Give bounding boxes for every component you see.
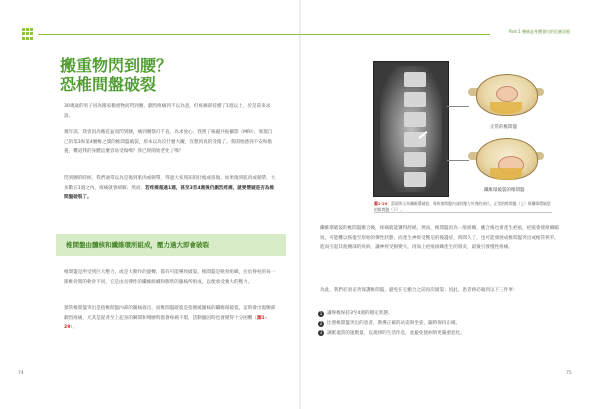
figure-caption-text: 箭頭所示為纖維環破裂、導致椎間盤內部的壓力外洩的部位。正常的椎間盤（上）與纖維環破裂的椎間盤（下）。 [374,201,551,212]
list-item-text: 讓脊椎保持3至4週的穩定狀態。 [327,311,393,316]
paragraph-intro: 30幾歲的男子因為搬家搬重物而閃到腰，劇烈疼痛到不以為意，但疼痛卻持續了1週以上，於是前來求診。 [64,104,271,119]
advice-list [318,309,558,338]
page-number-left: 74 [18,371,24,376]
paragraph-rupture-end: ）。 [70,325,78,331]
paragraph-sprain-text: 閃到腰的時候，我們通常以為是傷到肌肉或韌帶，得過大家熟知的肚擔或扭傷，如果傷到肌肉或韌帶，大多數在1週之內，疼痛就會緩解；然而， [64,176,276,191]
header-rule-right [300,34,490,35]
page-fold [299,0,301,409]
page-title [60,56,172,94]
page-number-right: 75 [566,371,572,376]
paragraph-rupture-text: 頸常椎間盤突出是指椎間盤內部的髓核溢出，而椎間盤破裂是指圍繞髓核的纖維環破裂，這時會出現腰部劇烈疼痛，尤其是從背至上起身的瞬間和彎腰時都會疼痛不堪，活動髓因時也會變得十分困難（ [64,306,276,321]
paragraph-sprain [64,174,276,203]
paragraph-rupture [64,304,276,333]
section-title: 椎間盤由髓核和纖維環所組成，壓力過大即會破裂 [66,241,209,249]
pointer-line-top [447,106,469,107]
paragraph-healing: 纖維環破裂的椎間盤癒合後，疼痛就能獲得舒緩。然而，椎間盤因為一般組織，癒合後也會產生疤痕，疤痕會使組織縮短，可能難以恢復至原始的彈性狀態，而產生神經受壓迫的後遺症，時間久了，也可能發展成椎間盤突出或椎管狹窄，進而引起其他腰部的疾病，讓神經受損變大，再加上疤痕組織產生的發炎，最後引發慢性疼痛。 [320,226,559,251]
title-line-1: 搬重物閃到腰？ [60,56,173,75]
label-normal-disc: 正常的椎間盤 [490,125,517,130]
list-item [318,329,558,339]
label-ruptured-disc: 纖維環破裂的椎間盤 [484,188,525,193]
title-line-2: 恐椎間盤破裂 [60,75,157,94]
figure-number: 圖1-29： [374,201,392,206]
figure-reference: 圖1-29 [64,315,267,331]
ruptured-disc-illustration [468,130,544,188]
list-item [318,319,558,329]
chapter-logo-icon [22,28,34,40]
paragraph-advice: 為此，我們必須妥善保護椎間盤，避免在它癒合之前再次破裂；因此，患者務必做到以下三件事： [320,288,518,293]
pointer-line-bottom [447,160,469,161]
list-item-text: 調配適當的運動量，以規律的生活作息，並避免使病情更嚴重惡化。 [327,330,465,336]
paragraph-sprain-emphasis: 若疼痛超過1週，甚至3至4週後仍劇烈疼痛，就要懷疑是否為椎間盤破裂了。 [64,185,275,201]
running-head: Part 1 腰痛是身體發出的危險訊號 [509,29,570,34]
paragraph-disc-structure: 椎間盤是所受到巨大壓力，或是大動作的旋轉，都有可能導致破裂。椎間盤是軟骨組織，位於脊柱的每一節椎骨間的軟骨不同，它是由具彈性的纖維組織和膠狀的髓核所組成，以便承受強大的壓力。 [64,270,276,285]
number-1-icon: 1 [319,310,323,316]
list-item-text: 比照椎間盤突出的患者，教導正確的站姿與坐姿，隨時保持正確。 [327,320,461,326]
figure-rule [374,212,552,213]
header-rule-left [38,34,300,35]
normal-disc-illustration [468,66,544,124]
number-3-icon: 3 [319,330,323,336]
mri-image [373,61,449,197]
paragraph-author-story: 幾年前，我曾因為搬花盆而閃到腰，痛到腰都打不直，為求放心，我照了核磁共振攝影（MRI），發現自己的第3和第4腰椎之間的椎間盤破裂，原本以為沒什麼大礙，沒想到真的受傷了。我開始感到不安和擔憂，難道我的身體這麼容易受傷嗎？我已經開始老化了嗎？ [64,130,273,155]
list-item [318,309,558,319]
number-2-icon: 2 [319,320,323,326]
